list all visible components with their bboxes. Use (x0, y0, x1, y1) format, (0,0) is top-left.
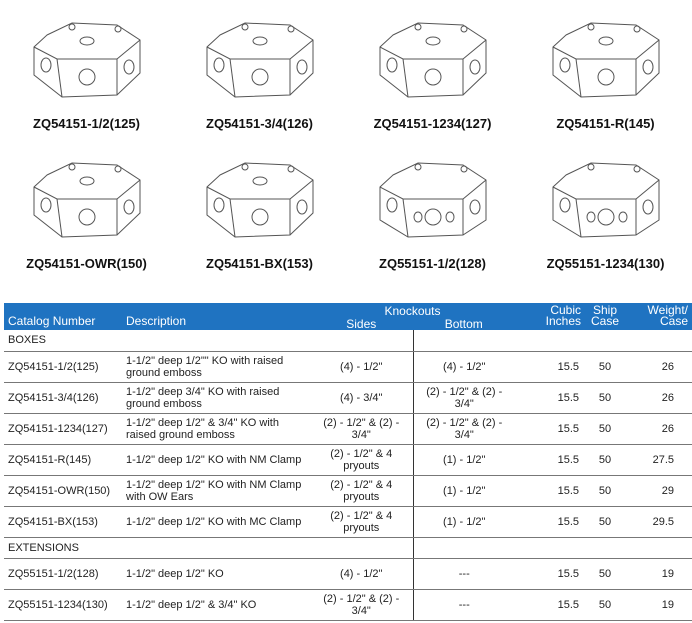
table-row (4, 413, 692, 444)
table-row (4, 589, 692, 620)
junction-box-image (22, 15, 152, 110)
weight-case: 29 (625, 475, 692, 506)
sides: (4) - 1/2" (310, 558, 413, 589)
cubic-inches: 15.5 (515, 558, 585, 589)
sides: (2) - 1/2" & 4 pryouts (310, 506, 413, 537)
catalog-number: ZQ55151-1234(130) (4, 589, 122, 620)
product-code: ZQ54151-3/4(126) (206, 116, 313, 131)
catalog-number: ZQ54151-3/4(126) (4, 382, 122, 413)
bottom: --- (413, 589, 515, 620)
header-ship: Ship Case (585, 303, 625, 330)
ship-case: 50 (585, 558, 625, 589)
description: 1-1/2" deep 1/2"" KO with raised ground emboss (122, 351, 310, 382)
cubic-inches: 15.5 (515, 382, 585, 413)
sides: (2) - 1/2" & 4 pryouts (310, 475, 413, 506)
product-code: ZQ55151-1234(130) (546, 256, 665, 271)
ship-case: 50 (585, 413, 625, 444)
product-item (173, 15, 346, 131)
junction-box-image (541, 155, 671, 250)
bottom: --- (413, 558, 515, 589)
junction-box-image (368, 155, 498, 250)
catalog-number: ZQ54151-BX(153) (4, 506, 122, 537)
bottom: (1) - 1/2" (413, 444, 515, 475)
product-item (346, 15, 519, 131)
header-sides: Sides (346, 317, 377, 331)
table-row (4, 475, 692, 506)
weight-case: 26 (625, 413, 692, 444)
product-code: ZQ54151-R(145) (556, 116, 655, 131)
ship-case: 50 (585, 382, 625, 413)
weight-case: 19 (625, 558, 692, 589)
weight-case: 26 (625, 351, 692, 382)
junction-box-image (541, 15, 671, 110)
ship-case: 50 (585, 475, 625, 506)
spec-table (4, 303, 692, 621)
catalog-number: ZQ54151-1/2(125) (4, 351, 122, 382)
section-title: EXTENSIONS (4, 537, 413, 558)
header-knockouts (310, 303, 515, 330)
cubic-inches: 15.5 (515, 506, 585, 537)
table-row (4, 351, 692, 382)
junction-box-image (195, 15, 325, 110)
product-code: ZQ54151-1234(127) (373, 116, 492, 131)
junction-box-image (195, 155, 325, 250)
cubic-inches: 15.5 (515, 475, 585, 506)
sides: (4) - 1/2" (310, 351, 413, 382)
product-item (519, 155, 692, 271)
catalog-number: ZQ54151-OWR(150) (4, 475, 122, 506)
catalog-number: ZQ54151-R(145) (4, 444, 122, 475)
weight-case: 19 (625, 589, 692, 620)
table-row (4, 506, 692, 537)
table-row (4, 382, 692, 413)
bottom: (2) - 1/2" & (2) - 3/4" (413, 382, 515, 413)
bottom: (4) - 1/2" (413, 351, 515, 382)
weight-case: 29.5 (625, 506, 692, 537)
junction-box-image (368, 15, 498, 110)
bottom: (1) - 1/2" (413, 475, 515, 506)
description: 1-1/2" deep 1/2" KO with NM Clamp with OW Ears (122, 475, 310, 506)
weight-case: 26 (625, 382, 692, 413)
product-code: ZQ54151-OWR(150) (26, 256, 147, 271)
description: 1-1/2" deep 3/4" KO with raised ground emboss (122, 382, 310, 413)
description: 1-1/2" deep 1/2" KO (122, 558, 310, 589)
product-item (519, 15, 692, 131)
junction-box-image (22, 155, 152, 250)
cubic-inches: 15.5 (515, 351, 585, 382)
header-cubic: Cubic Inches (515, 303, 585, 330)
section-title: BOXES (4, 330, 413, 351)
product-item (173, 155, 346, 271)
ship-case: 50 (585, 351, 625, 382)
description: 1-1/2" deep 1/2" KO with MC Clamp (122, 506, 310, 537)
cubic-inches: 15.5 (515, 444, 585, 475)
ship-case: 50 (585, 589, 625, 620)
header-weight: Weight/ Case (625, 303, 692, 330)
ship-case: 50 (585, 506, 625, 537)
section-header (4, 330, 692, 351)
catalog-number: ZQ55151-1/2(128) (4, 558, 122, 589)
table-row (4, 444, 692, 475)
description: 1-1/2" deep 1/2" & 3/4" KO with raised ground emboss (122, 413, 310, 444)
description: 1-1/2" deep 1/2" KO with NM Clamp (122, 444, 310, 475)
product-code: ZQ54151-1/2(125) (33, 116, 140, 131)
cubic-inches: 15.5 (515, 413, 585, 444)
cubic-inches: 15.5 (515, 589, 585, 620)
section-spacer (413, 537, 692, 558)
sides: (4) - 3/4" (310, 382, 413, 413)
sides: (2) - 1/2" & (2) - 3/4" (310, 413, 413, 444)
product-code: ZQ54151-BX(153) (206, 256, 313, 271)
sides: (2) - 1/2" & 4 pryouts (310, 444, 413, 475)
header-bottom: Bottom (444, 317, 483, 331)
sides: (2) - 1/2" & (2) - 3/4" (310, 589, 413, 620)
table-row (4, 558, 692, 589)
product-item (0, 15, 173, 131)
section-spacer (413, 330, 692, 351)
header-description: Description (122, 303, 310, 330)
catalog-number: ZQ54151-1234(127) (4, 413, 122, 444)
bottom: (1) - 1/2" (413, 506, 515, 537)
bottom: (2) - 1/2" & (2) - 3/4" (413, 413, 515, 444)
header-knockouts-label: Knockouts (384, 304, 441, 318)
section-header (4, 537, 692, 558)
ship-case: 50 (585, 444, 625, 475)
description: 1-1/2" deep 1/2" & 3/4" KO (122, 589, 310, 620)
product-item (346, 155, 519, 271)
product-item (0, 155, 173, 271)
weight-case: 27.5 (625, 444, 692, 475)
product-code: ZQ55151-1/2(128) (379, 256, 486, 271)
header-catalog: Catalog Number (4, 303, 122, 330)
